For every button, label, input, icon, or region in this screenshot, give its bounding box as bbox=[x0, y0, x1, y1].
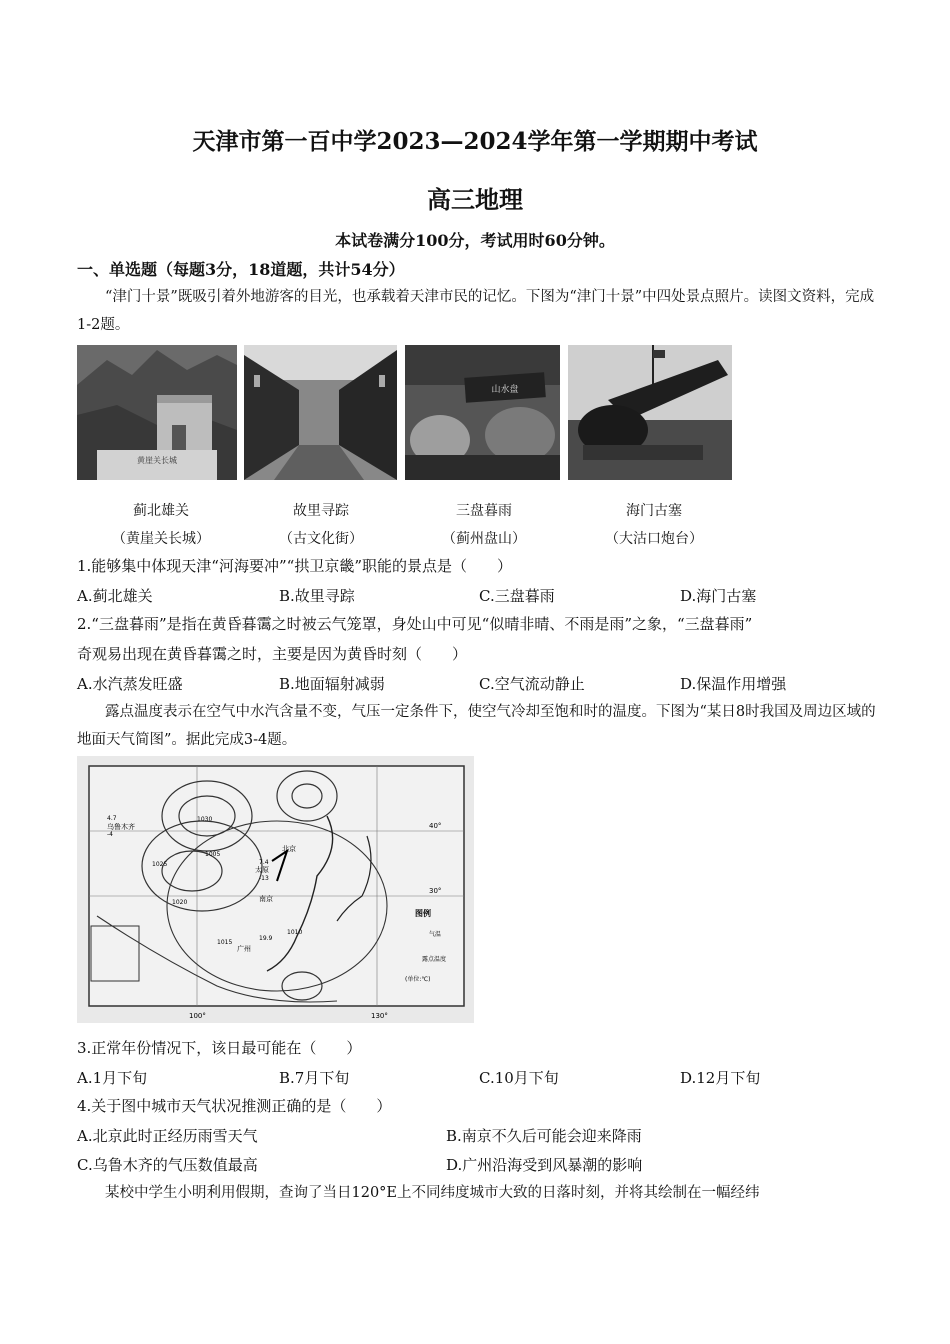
legend-item: 露点温度 bbox=[422, 956, 447, 963]
latitude-label: 30° bbox=[429, 887, 442, 895]
q1-option-b[interactable]: B.故里寻踪 bbox=[279, 587, 355, 605]
question-2: 2.“三盘暮雨”是指在黄昏暮霭之时被云气笼罩，身处山中可见“似晴非晴、不雨是雨”之象，“三盘暮雨” bbox=[77, 615, 753, 633]
q2-option-a[interactable]: A.水汽蒸发旺盛 bbox=[77, 675, 183, 693]
photo-subcaption: （蓟州盘山） bbox=[442, 531, 526, 547]
longitude-label: 130° bbox=[371, 1012, 388, 1020]
isobar-label: 1030 bbox=[197, 816, 213, 823]
exam-title: 天津市第一百中学2023—2024学年第一学期期中考试 bbox=[192, 128, 758, 155]
question-4: 4.关于图中城市天气状况推测正确的是（ ） bbox=[77, 1097, 392, 1115]
q4-option-c[interactable]: C.乌鲁木齐的气压数值最高 bbox=[77, 1156, 258, 1174]
photo-subcaption: （黄崖关长城） bbox=[112, 531, 210, 547]
map-reading: 4.7 bbox=[107, 815, 117, 822]
q4-option-b[interactable]: B.南京不久后可能会迎来降雨 bbox=[446, 1127, 642, 1145]
q2-option-c[interactable]: C.空气流动静止 bbox=[479, 675, 585, 693]
map-label: 南京 bbox=[259, 895, 273, 903]
intro-paragraph-1: “津门十景”既吸引着外地游客的目光，也承载着天津市民的记忆。下图为“津门十景”中四处景点照片。读图文资料，完成1-2题。 bbox=[77, 289, 875, 333]
exam-subtitle: 高三地理 bbox=[427, 185, 523, 214]
map-label: 乌鲁木齐 bbox=[107, 823, 135, 831]
q1-option-a[interactable]: A.蓟北雄关 bbox=[77, 587, 153, 605]
isobar-label: 1025 bbox=[152, 861, 168, 868]
latitude-label: 40° bbox=[429, 822, 442, 830]
q3-option-d[interactable]: D.12月下旬 bbox=[680, 1069, 761, 1087]
q1-option-d[interactable]: D.海门古塞 bbox=[680, 587, 757, 605]
isobar-label: 1005 bbox=[205, 851, 221, 858]
photo-ancient-culture-street bbox=[244, 345, 397, 480]
intro-paragraph-3: 某校中学生小明利用假期，查询了当日120°E上不同纬度城市大致的日落时刻，并将其绘制在一幅经纬 bbox=[105, 1185, 760, 1201]
question-1: 1.能够集中体现天津“河海要冲”“拱卫京畿”职能的景点是（ ） bbox=[77, 557, 512, 575]
photo-panshan bbox=[405, 345, 560, 480]
q3-option-b[interactable]: B.7月下旬 bbox=[279, 1069, 350, 1087]
q1-option-c[interactable]: C.三盘暮雨 bbox=[479, 587, 555, 605]
q4-option-d[interactable]: D.广州沿海受到风暴潮的影响 bbox=[446, 1156, 643, 1174]
question-3: 3.正常年份情况下，该日最可能在（ ） bbox=[77, 1039, 362, 1057]
q4-option-a[interactable]: A.北京此时正经历雨雪天气 bbox=[77, 1127, 258, 1145]
photo-caption: 海门古塞 bbox=[626, 503, 682, 519]
question-2-cont: 奇观易出现在黄昏暮霭之时，主要是因为黄昏时刻（ ） bbox=[77, 645, 468, 663]
isobar-label: 1010 bbox=[287, 929, 303, 936]
photo-sign-text: 黄崖关长城 bbox=[137, 456, 177, 465]
isobar-label: 1015 bbox=[217, 939, 233, 946]
isobar-label: 1020 bbox=[172, 899, 188, 906]
map-label: 北京 bbox=[282, 845, 296, 853]
map-label: 广州 bbox=[237, 945, 251, 953]
map-reading: -4 bbox=[107, 831, 113, 838]
intro-paragraph-2: 露点温度表示在空气中水汽含量不变，气压一定条件下，使空气冷却至饱和时的温度。下图为“某日8时我国及周边区域的地面天气简图”。据此完成3-4题。 bbox=[77, 704, 876, 748]
map-reading: 19.9 bbox=[259, 935, 273, 942]
map-reading: 7.4 bbox=[259, 859, 269, 866]
photo-subcaption: （大沽口炮台） bbox=[605, 531, 703, 547]
legend-title: 图例 bbox=[415, 909, 431, 918]
legend-item: 气温 bbox=[429, 931, 442, 938]
photo-caption: 蓟北雄关 bbox=[133, 503, 189, 519]
longitude-label: 100° bbox=[189, 1012, 206, 1020]
photo-caption: 故里寻踪 bbox=[293, 503, 349, 519]
photo-sign-text: 山水盘 bbox=[491, 385, 519, 395]
exam-note: 本试卷满分100分，考试用时60分钟。 bbox=[335, 231, 615, 250]
photo-dagukou-fort bbox=[568, 345, 732, 480]
q2-option-b[interactable]: B.地面辐射减弱 bbox=[279, 675, 385, 693]
q2-option-d[interactable]: D.保温作用增强 bbox=[680, 675, 787, 693]
photo-subcaption: （古文化街） bbox=[279, 531, 363, 547]
map-label: 太原 bbox=[255, 866, 269, 874]
legend-unit: (单位:℃) bbox=[405, 976, 431, 983]
map-reading: -13 bbox=[259, 875, 269, 882]
weather-map bbox=[77, 756, 474, 1023]
photo-caption: 三盘暮雨 bbox=[456, 503, 512, 519]
q3-option-c[interactable]: C.10月下旬 bbox=[479, 1069, 559, 1087]
section-heading: 一、单选题（每题3分，18道题，共计54分） bbox=[77, 260, 405, 279]
photo-huangyaguan bbox=[77, 345, 237, 480]
q3-option-a[interactable]: A.1月下旬 bbox=[77, 1069, 148, 1087]
